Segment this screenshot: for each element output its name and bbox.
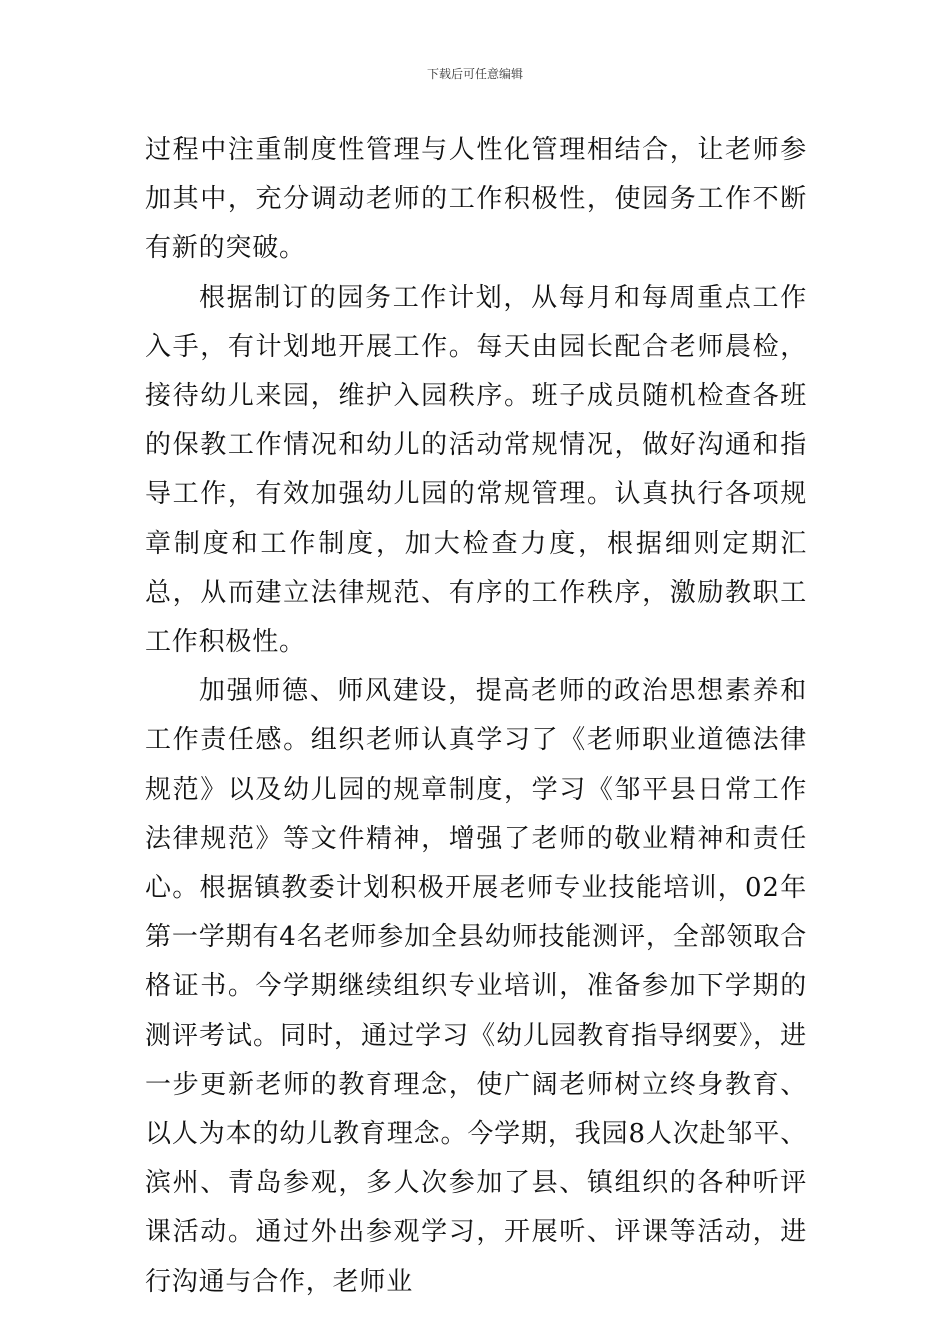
document-body bbox=[145, 126, 807, 1307]
paragraph-teacher-ethics: 加强师德、师风建设，提高老师的政治思想素养和工作责任感。组织老师认真学习了《老师职业道德法律规范》以及幼儿园的规章制度，学习《邹平县日常工作法律规范》等文件精神，增强了老师的敬业精神和责任心。根据镇教委计划积极开展老师专业技能培训，02年第一学期有4名老师参加全县幼师技能测评，全部领取合格证书。今学期继续组织专业培训，准备参加下学期的测评考试。同时，通过学习《幼儿园教育指导纲要》，进一步更新老师的教育理念，使广阔老师树立终身教育、以人为本的幼儿教育理念。今学期，我园8人次赴邹平、滨州、青岛参观，多人次参加了县、镇组织的各种听评课活动。通过外出参观学习，开展听、评课等活动，进行沟通与合作，老师业 bbox=[145, 676, 807, 1297]
paragraph-continuation: 过程中注重制度性管理与人性化管理相结合，让老师参加其中，充分调动老师的工作积极性，使园务工作不断有新的突破。 bbox=[145, 135, 807, 264]
page-header bbox=[0, 66, 950, 82]
paragraph-work-plan: 根据制订的园务工作计划，从每月和每周重点工作入手，有计划地开展工作。每天由园长配合老师晨检，接待幼儿来园，维护入园秩序。班子成员随机检查各班的保教工作情况和幼儿的活动常规情况，做好沟通和指导工作，有效加强幼儿园的常规管理。认真执行各项规章制度和工作制度，加大检查力度，根据细则定期汇总，从而建立法律规范、有序的工作秩序，激励教职工工作积极性。 bbox=[145, 282, 807, 658]
header-note: 下载后可任意编辑 bbox=[426, 67, 523, 81]
